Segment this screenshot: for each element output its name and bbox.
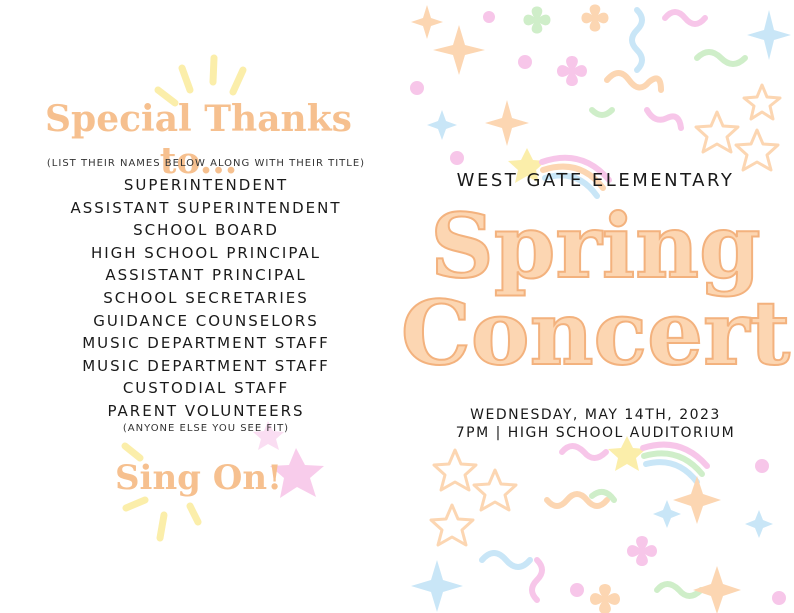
dot-icon (483, 11, 495, 23)
flower-icon (582, 5, 609, 32)
sunburst-top-icon (158, 58, 243, 103)
list-item: ASSISTANT PRINCIPAL (105, 266, 307, 285)
sparkle-icon (653, 500, 681, 528)
star-outline-icon (744, 85, 780, 119)
squiggle-icon (647, 110, 681, 128)
concert-title-line1: Spring (430, 194, 761, 298)
special-thanks-title: Special Thanks to... (45, 98, 352, 182)
list-item: SCHOOL SECRETARIES (103, 288, 309, 307)
sparkle-icon (747, 10, 791, 60)
list-item: GUIDANCE COUNSELORS (93, 311, 319, 330)
sparkle-icon (693, 566, 741, 613)
sparkle-icon (433, 25, 485, 75)
sparkle-icon (673, 476, 721, 524)
squiggle-icon (632, 10, 642, 70)
shooting-star-icon (608, 436, 646, 471)
star-outline-icon (474, 470, 516, 510)
squiggle-icon (665, 12, 705, 24)
list-item: SUPERINTENDENT (123, 176, 289, 194)
list-item: SCHOOL BOARD (133, 221, 279, 240)
concert-date: WEDNESDAY, MAY 14TH, 2023 (470, 407, 721, 423)
dot-icon (450, 151, 464, 165)
dot-icon (518, 55, 532, 69)
thanks-list (0, 174, 397, 423)
dot-icon (772, 591, 786, 605)
concert-title-line2: Concert (400, 281, 791, 385)
dot-icon (755, 459, 769, 473)
sparkle-icon (745, 510, 773, 538)
flower-icon (557, 56, 587, 86)
star-outline-icon (696, 112, 738, 152)
right-page (397, 0, 794, 613)
list-item: ASSISTANT SUPERINTENDENT (70, 198, 342, 217)
sparkle-icon (411, 560, 463, 612)
school-name: WEST GATE ELEMENTARY (456, 170, 735, 191)
squiggle-icon (592, 110, 612, 115)
concert-time-venue: 7PM | HIGH SCHOOL AUDITORIUM (455, 425, 736, 441)
squiggle-icon (562, 446, 606, 458)
sparkle-icon (411, 5, 443, 39)
names-instruction: (LIST THEIR NAMES BELOW ALONG WITH THEIR TITLE) (46, 158, 366, 169)
flower-icon (524, 7, 551, 34)
squiggle-icon (482, 553, 530, 567)
sparkle-icon (485, 100, 529, 146)
sparkle-icon (427, 110, 457, 140)
list-item: MUSIC DEPARTMENT STAFF (82, 356, 330, 375)
flower-icon (590, 584, 620, 613)
squiggle-icon (592, 492, 614, 500)
squiggle-icon (607, 73, 661, 90)
dot-icon (410, 81, 424, 95)
squiggle-icon (547, 494, 607, 506)
star-outline-icon (434, 450, 476, 490)
dot-icon (570, 583, 584, 597)
list-item: CUSTODIAL STAFF (122, 379, 290, 398)
squiggle-icon (697, 52, 745, 64)
flower-icon (627, 536, 657, 566)
star-outline-icon (431, 505, 473, 545)
names-footnote: (ANYONE ELSE YOU SEE FIT) (122, 423, 290, 434)
list-item: MUSIC DEPARTMENT STAFF (82, 334, 330, 353)
list-item: HIGH SCHOOL PRINCIPAL (90, 243, 322, 262)
star-outline-icon (736, 130, 778, 170)
squiggle-icon (532, 560, 542, 600)
list-item: PARENT VOLUNTEERS (107, 401, 305, 420)
sing-on-closing: Sing On! (114, 458, 283, 498)
